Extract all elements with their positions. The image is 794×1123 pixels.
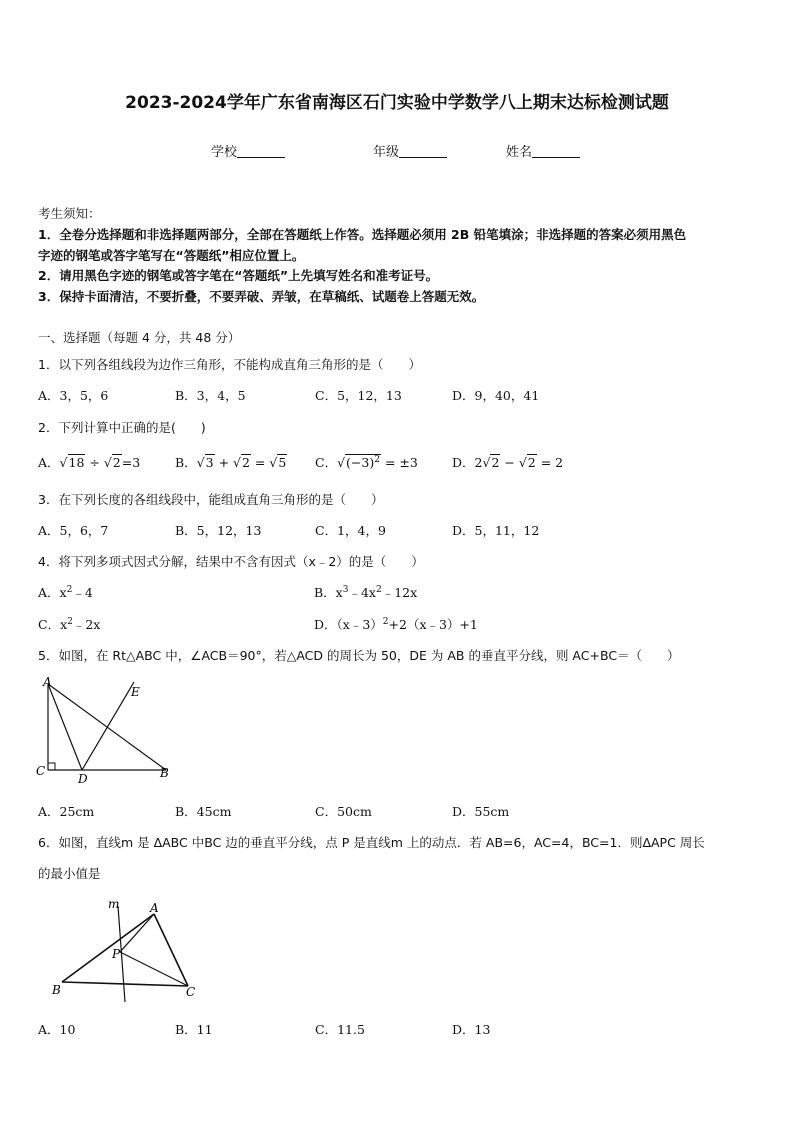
grade-label: 年级 <box>373 145 400 160</box>
q4-stem: 4．将下列多项式因式分解，结果中不含有因式（x﹣2）的是（ ） <box>38 554 424 569</box>
q6-segment-ab <box>62 914 154 982</box>
q5-label-d: D <box>78 772 88 784</box>
q6-segment-pa <box>120 914 154 952</box>
q6-label-p: P <box>112 947 121 961</box>
grade-blank <box>399 145 447 158</box>
name-field <box>506 141 580 160</box>
notice-item-1: 1．全卷分选择题和非选择题两部分，全部在答题纸上作答。选择题必须用 2B 铅笔填涂；非选择题的答案必须用黑色 <box>38 227 687 242</box>
q5-option-c: C．50cm <box>315 804 372 819</box>
q6-segment-bc <box>62 982 188 986</box>
notice-item-2: 2．请用黑色字迹的钢笔或答字笔在“答题纸”上先填写姓名和准考证号。 <box>38 268 439 283</box>
q4-option-d: D．（x﹣3）$^2$+2（x﹣3）+1 <box>314 616 478 632</box>
q1-option-b: B．3，4，5 <box>175 388 246 403</box>
q4-option-b: B．$x^3﹣4x^2﹣12x$ <box>314 584 418 600</box>
q4-option-a: A．$x^2﹣4$ <box>38 584 93 600</box>
school-field <box>211 141 285 160</box>
notice-item-3: 3．保持卡面清洁，不要折叠，不要弄破、弄皱，在草稿纸、试题卷上答题无效。 <box>38 289 485 304</box>
q5-label-e: E <box>131 685 140 699</box>
q5-option-d: D．55cm <box>452 804 510 819</box>
school-blank <box>237 145 285 158</box>
q1-stem: 1．以下列各组线段为边作三角形，不能构成直角三角形的是（ ） <box>38 357 421 372</box>
q6-option-d: D．13 <box>452 1022 491 1037</box>
q5-segment-de <box>82 682 134 770</box>
school-label: 学校 <box>211 145 238 160</box>
name-blank <box>532 145 580 158</box>
q1-option-d: D．9，40，41 <box>452 388 540 403</box>
q6-stem: 6．如图，直线m 是 ΔABC 中BC 边的垂直平分线，点 P 是直线m 上的动点．若 AB=6，AC=4，BC=1．则ΔAPC 周长 <box>38 835 705 850</box>
q2-stem: 2．下列计算中正确的是( ) <box>38 420 206 435</box>
q6-label-m: m <box>108 897 120 911</box>
q6-option-b: B．11 <box>175 1022 213 1037</box>
q3-option-d: D．5，11，12 <box>452 523 540 538</box>
q1-option-a: A．3，5，6 <box>38 388 109 403</box>
q5-right-angle-mark <box>48 763 55 770</box>
q6-stem-cont: 的最小值是 <box>38 866 101 881</box>
page-title: 2023-2024学年广东省南海区石门实验中学数学八上期末达标检测试题 <box>125 93 669 113</box>
q5-label-b: B <box>160 766 169 780</box>
name-label: 姓名 <box>506 145 533 160</box>
q3-stem: 3．在下列长度的各组线段中，能组成直角三角形的是（ ） <box>38 492 384 507</box>
q5-stem: 5．如图，在 Rt△ABC 中，∠ACB＝90°，若△ACD 的周长为 50，DE 为 AB 的垂直平分线，则 AC+BC＝（ ） <box>38 648 680 663</box>
q2-option-d: D．2√2 − √2 = 2 <box>452 455 564 470</box>
notice-item-1-cont: 字迹的钢笔或答字笔写在“答题纸”相应位置上。 <box>38 248 305 263</box>
q6-label-c: C <box>186 985 196 999</box>
q1-option-c: C．5，12，13 <box>315 388 402 403</box>
q6-label-b: B <box>52 983 61 997</box>
q2-option-c: C．$√(-3)^2 = \pm 3$ <box>315 454 418 470</box>
q5-label-a: A <box>43 675 52 689</box>
q6-option-a: A．10 <box>38 1022 76 1037</box>
q3-option-b: B．5，12，13 <box>175 523 262 538</box>
q5-figure <box>30 672 190 784</box>
q6-segment-ac <box>154 914 188 986</box>
grade-field <box>373 141 447 160</box>
q6-option-c: C．11.5 <box>315 1022 365 1037</box>
q5-label-c: C <box>36 764 46 778</box>
notice-heading: 考生须知： <box>38 206 101 221</box>
q2-option-b: B．√3 + √2 = √5 <box>175 455 287 470</box>
q6-label-a: A <box>150 901 159 915</box>
q6-figure <box>36 894 206 1006</box>
q3-option-a: A．5，6，7 <box>38 523 109 538</box>
q6-segment-pc <box>120 952 188 986</box>
q5-option-b: B．45cm <box>175 804 232 819</box>
q4-option-c: C．$x^2﹣2x$ <box>38 616 101 632</box>
q2-option-a: A．√18 ÷ √2=3 <box>38 455 141 470</box>
q5-option-a: A．25cm <box>38 804 95 819</box>
section-heading: 一、选择题（每题 4 分，共 48 分） <box>38 330 241 345</box>
q3-option-c: C．1，4，9 <box>315 523 386 538</box>
